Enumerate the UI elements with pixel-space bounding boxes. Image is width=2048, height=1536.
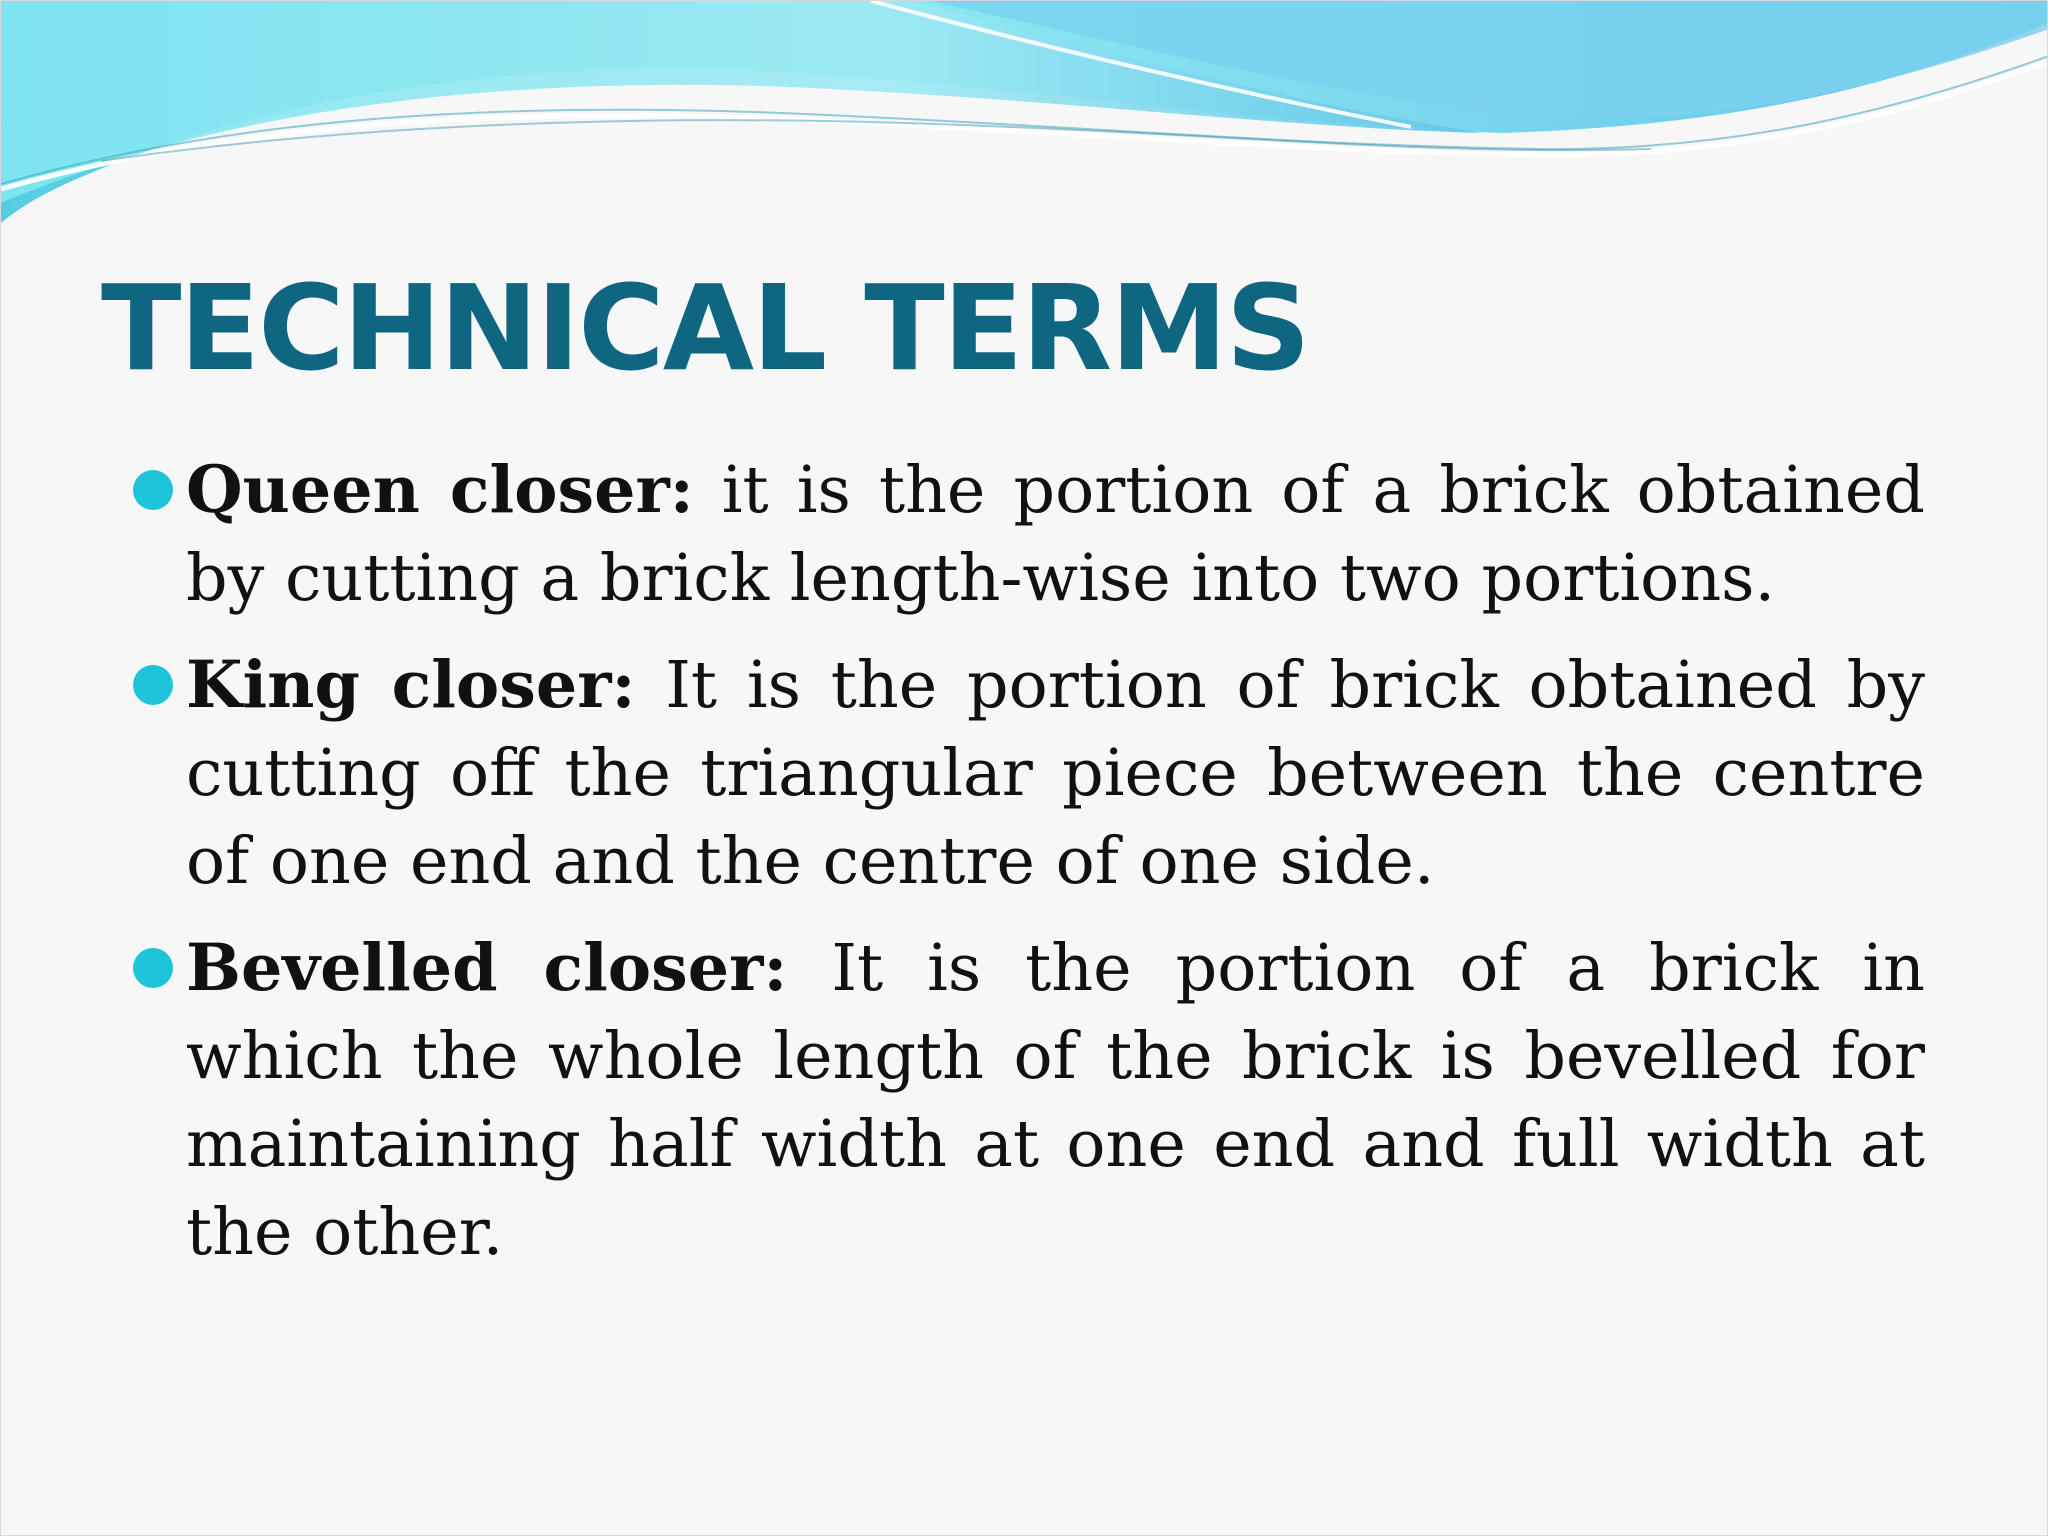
term-definition: It is the portion of a brick in which the whole length of the brick is bevelled for maintaining half width at one end and full width at the other. [186,931,1925,1270]
term-definition: It is the portion of brick obtained by cutting off the triangular piece between the centre of one end and the centre of one side. [186,648,1925,899]
bullet-icon [133,948,173,988]
bullet-icon [133,470,173,510]
term-definition: it is the portion of a brick obtained by cutting a brick length-wise into two portions. [186,453,1925,616]
term-name: Queen closer: [186,452,694,528]
slide-title: TECHNICAL TERMS [101,259,1309,397]
term-name: King closer: [186,647,636,723]
term-king-closer [129,641,1925,906]
header-wave-decoration [1,1,2048,241]
term-name: Bevelled closer: [186,930,788,1006]
terms-list [129,446,1925,1295]
term-queen-closer [129,446,1925,623]
term-bevelled-closer [129,924,1925,1277]
bullet-icon [133,665,173,705]
